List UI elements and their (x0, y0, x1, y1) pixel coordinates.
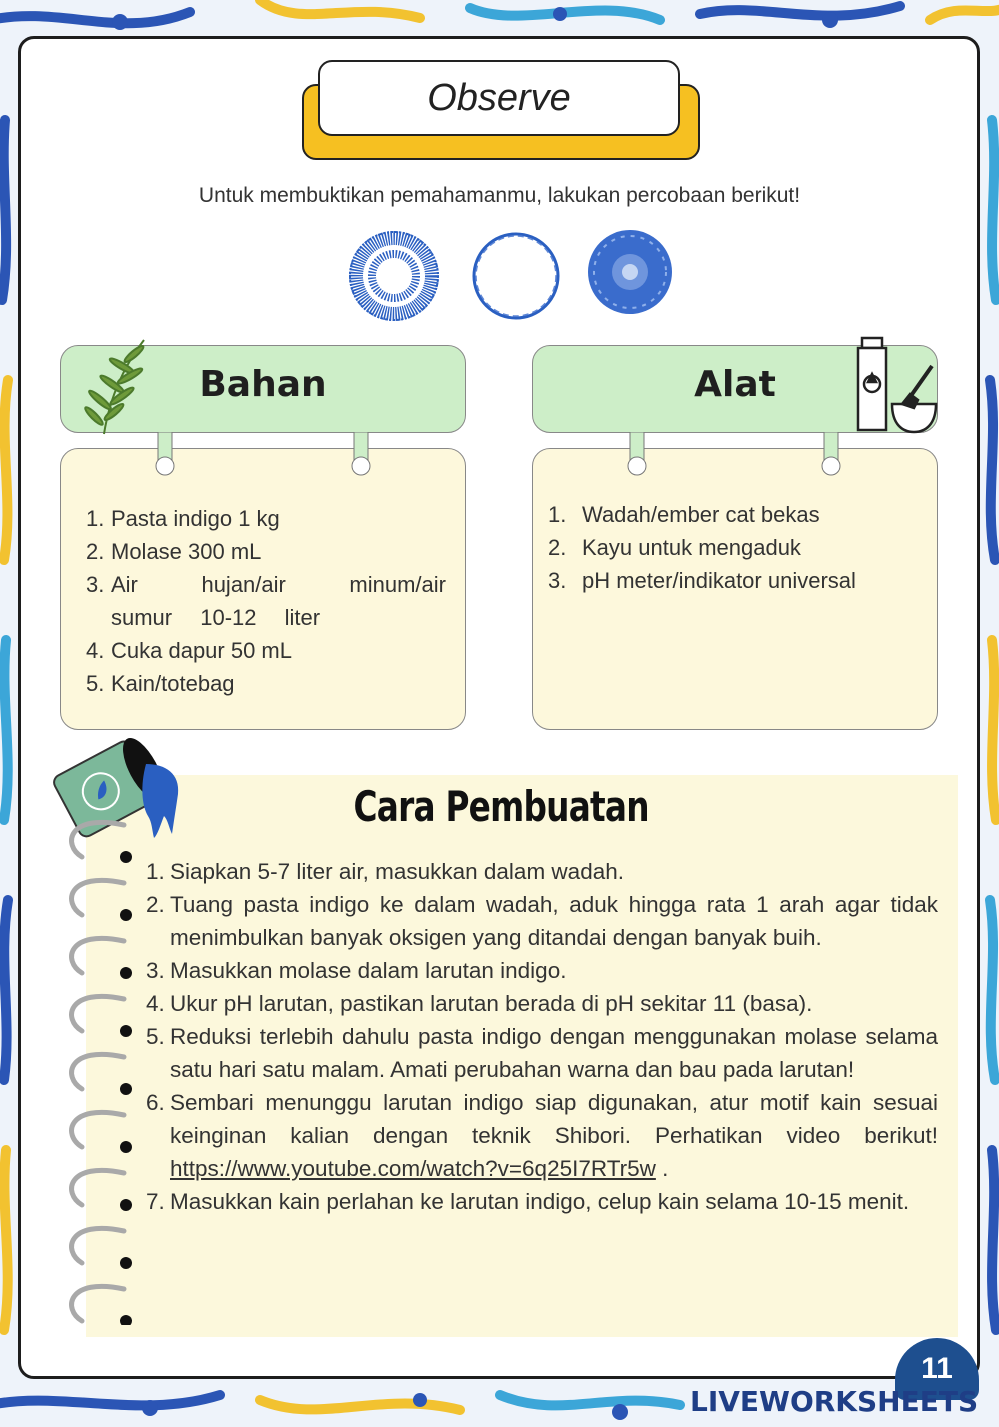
page-number: 11 (895, 1338, 979, 1400)
bahan-item: 5. Kain/totebag (86, 671, 235, 696)
step-item: 2. Tuang pasta indigo ke dalam wadah, aduk hingga rata 1 arah agar tidak menimbulkan banyak oksigen yang ditandai dengan banyak buih. (146, 892, 938, 950)
video-link[interactable]: https://www.youtube.com/watch?v=6q25I7RTr5w (170, 1156, 656, 1181)
bahan-item: 4. Cuka dapur 50 mL (86, 638, 292, 663)
step-item: 4. Ukur pH larutan, pastikan larutan berada di pH sekitar 11 (basa). (146, 991, 813, 1016)
bahan-list (86, 502, 446, 700)
alat-title: Alat (694, 364, 776, 405)
binder-ring (348, 432, 374, 476)
ring-motif (474, 234, 558, 318)
alat-list (548, 498, 928, 597)
page-title: Observe (318, 60, 680, 136)
shibori-motifs-illustration (344, 226, 684, 326)
bahan-item: 3. Air hujan/air minum/air sumur 10-12 liter (86, 572, 446, 630)
procedure-title: Cara Pembuatan (353, 782, 649, 831)
procedure-steps (146, 855, 938, 1218)
alat-item: 1. Wadah/ember cat bekas (548, 502, 820, 527)
binder-ring (624, 432, 650, 476)
step-item: 7. Masukkan kain perlahan ke larutan indigo, celup kain selama 10-15 menit. (146, 1189, 910, 1214)
binder-ring (152, 432, 178, 476)
bahan-item: 1. Pasta indigo 1 kg (86, 506, 280, 531)
bahan-title: Bahan (199, 364, 327, 405)
alat-item: 3. pH meter/indikator universal (548, 568, 856, 593)
step-item: 5. Reduksi terlebih dahulu pasta indigo dengan menggunakan molase selama satu hari satu malam. Amati perubahan warna dan bau pada larutan! (146, 1024, 938, 1082)
leaf-icon (74, 336, 152, 436)
step-item: 3. Masukkan molase dalam larutan indigo. (146, 958, 567, 983)
notebook-spiral (58, 805, 138, 1325)
liveworksheets-logo: LIVEWORKSHEETS (690, 1385, 979, 1418)
intro-text: Untuk membuktikan pemahamanmu, lakukan percobaan berikut! (198, 184, 801, 207)
sunburst-motif (350, 232, 438, 320)
paint-tools-icon (852, 334, 940, 434)
step-item: 6. Sembari menunggu larutan indigo siap digunakan, atur motif kain sesuai keinginan kalian dengan teknik Shibori. Perhatikan video berikut! https://www.youtube.com/watch?v=6q25I7RTr5w . (146, 1090, 938, 1181)
bahan-item: 2. Molase 300 mL (86, 539, 262, 564)
binder-ring (818, 432, 844, 476)
step-item: 1. Siapkan 5-7 liter air, masukkan dalam wadah. (146, 859, 624, 884)
flower-motif (588, 230, 672, 314)
alat-item: 2. Kayu untuk mengaduk (548, 535, 801, 560)
